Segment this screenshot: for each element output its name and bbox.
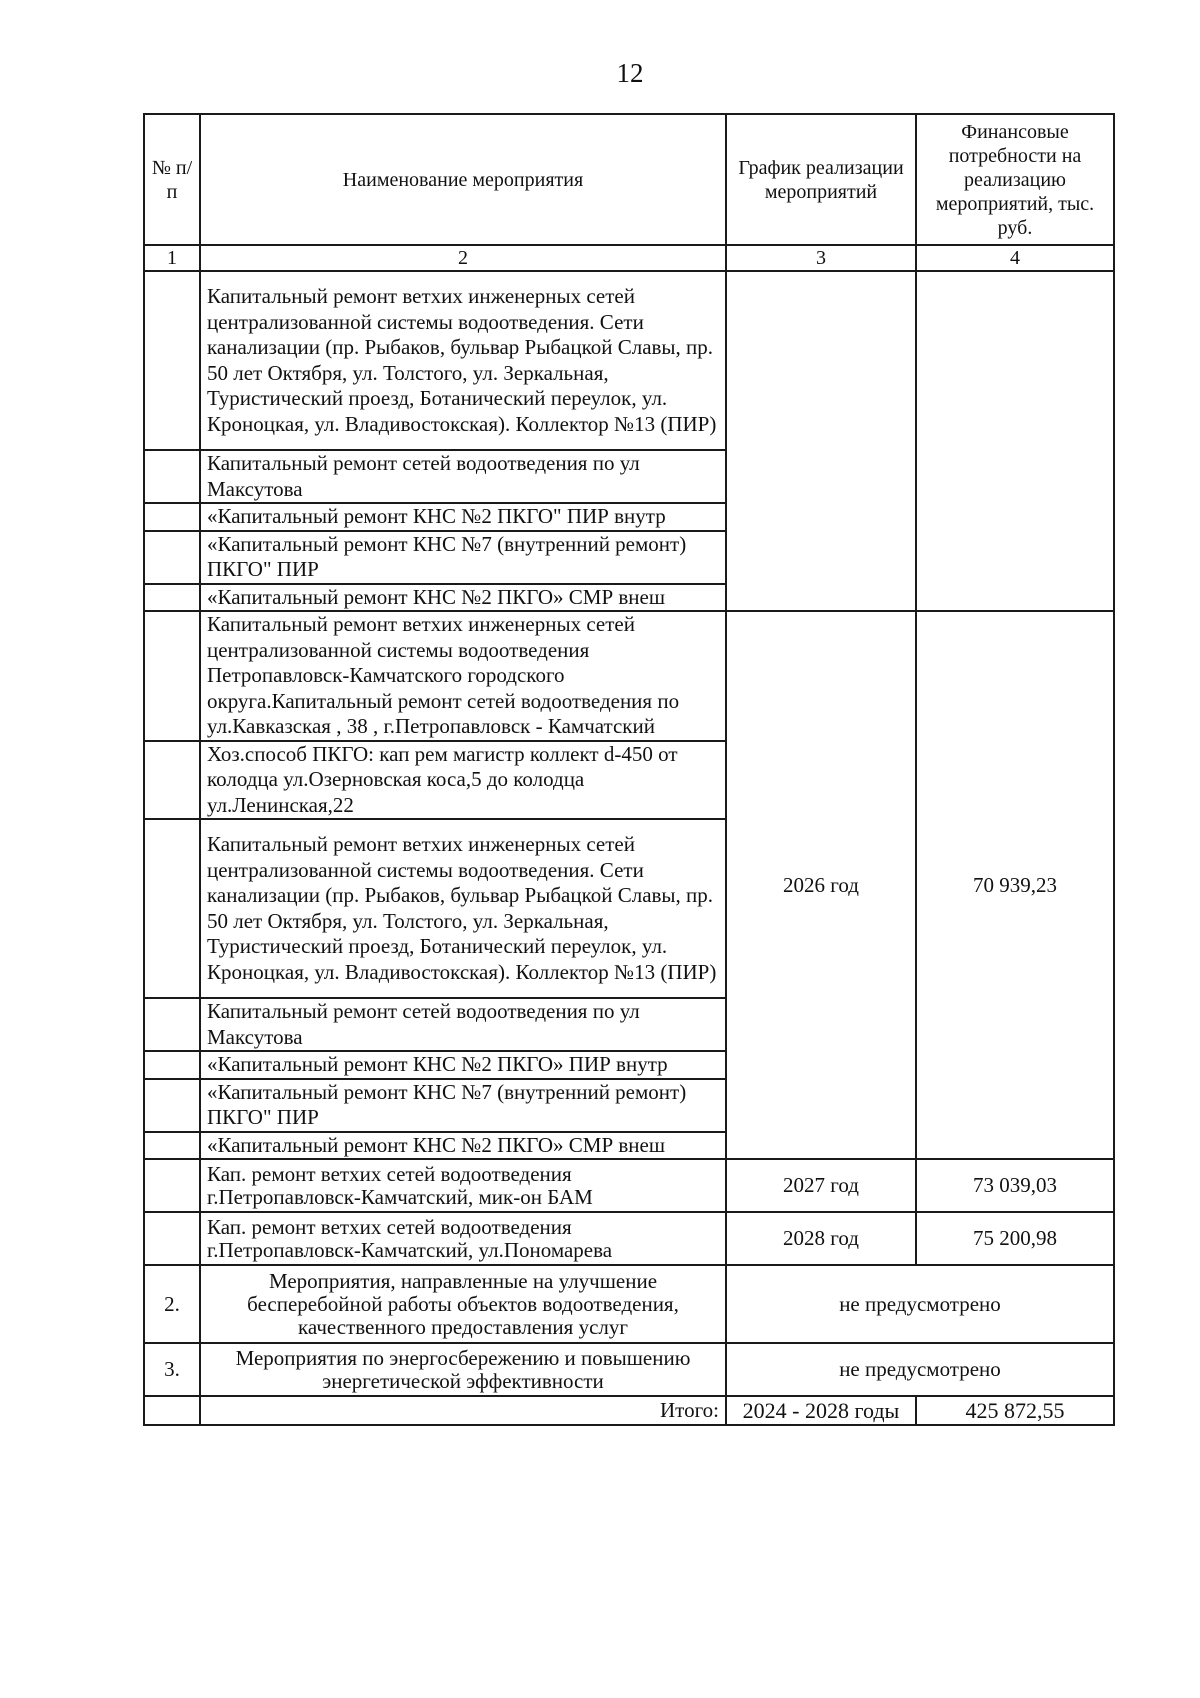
table-row: [144, 1212, 1114, 1265]
index-cell: [144, 741, 200, 820]
total-row: [144, 1396, 1114, 1425]
measure-name: Кап. ремонт ветхих сетей водоотведения г.Петропавловск-Камчатский, ул.Пономарева: [200, 1212, 726, 1265]
index-cell: [144, 450, 200, 503]
section-index: 2.: [144, 1265, 200, 1343]
schedule-cell: 2028 год: [726, 1212, 916, 1265]
header-name: Наименование мероприятия: [200, 114, 726, 245]
table-row: [144, 271, 1114, 450]
measures-table: [143, 113, 1115, 1426]
table-row: [144, 611, 1114, 741]
column-number: 2: [200, 245, 726, 271]
schedule-cell: 2026 год: [726, 611, 916, 1159]
measure-name: Капитальный ремонт ветхих инженерных сетей централизованной системы водоотведения. Сети канализации (пр. Рыбаков, бульвар Рыбацкой Славы, пр. 50 лет Октября, ул. Толстого, ул. Зеркальная, Туристический проезд, Ботанический переулок, ул. Кроноцкая, ул. Владивостокская). Коллектор №13 (ПИР): [200, 819, 726, 998]
measure-name: Кап. ремонт ветхих сетей водоотведения г.Петропавловск-Камчатский, мик-он БАМ: [200, 1159, 726, 1212]
index-cell: [144, 531, 200, 584]
measure-name: «Капитальный ремонт КНС №7 (внутренний ремонт) ПКГО" ПИР: [200, 531, 726, 584]
total-period: 2024 - 2028 годы: [726, 1396, 916, 1425]
schedule-cell: 2027 год: [726, 1159, 916, 1212]
table-row: [144, 1159, 1114, 1212]
section-name: Мероприятия по энергосбережению и повышению энергетической эффективности: [200, 1343, 726, 1396]
measure-name: «Капитальный ремонт КНС №2 ПКГО» СМР внеш: [200, 1132, 726, 1160]
total-label: Итого:: [200, 1396, 726, 1425]
measure-name: «Капитальный ремонт КНС №2 ПКГО» СМР внеш: [200, 584, 726, 612]
column-number: 3: [726, 245, 916, 271]
header-number: № п/п: [144, 114, 200, 245]
index-cell: [144, 1396, 200, 1425]
page-number: 12: [616, 58, 644, 88]
index-cell: [144, 1132, 200, 1160]
index-cell: [144, 819, 200, 998]
measure-name: Капитальный ремонт сетей водоотведения по ул Максутова: [200, 998, 726, 1051]
measure-name: «Капитальный ремонт КНС №2 ПКГО" ПИР внутр: [200, 503, 726, 531]
index-cell: [144, 1079, 200, 1132]
header-schedule: График реализации мероприятий: [726, 114, 916, 245]
measure-name: «Капитальный ремонт КНС №7 (внутренний ремонт) ПКГО" ПИР: [200, 1079, 726, 1132]
amount-cell: [916, 271, 1114, 611]
section-value: не предусмотрено: [726, 1265, 1114, 1343]
section-name: Мероприятия, направленные на улучшение бесперебойной работы объектов водоотведения, качественного предоставления услуг: [200, 1265, 726, 1343]
index-cell: [144, 1051, 200, 1079]
column-numbers-row: [144, 245, 1114, 271]
section-row: [144, 1343, 1114, 1396]
measure-name: «Капитальный ремонт КНС №2 ПКГО» ПИР внутр: [200, 1051, 726, 1079]
section-value: не предусмотрено: [726, 1343, 1114, 1396]
section-index: 3.: [144, 1343, 200, 1396]
measure-name: Капитальный ремонт сетей водоотведения по ул Максутова: [200, 450, 726, 503]
index-cell: [144, 1159, 200, 1212]
amount-cell: 73 039,03: [916, 1159, 1114, 1212]
header-finance: Финансовые потребности на реализацию мероприятий, тыс. руб.: [916, 114, 1114, 245]
index-cell: [144, 998, 200, 1051]
measure-name: Капитальный ремонт ветхих инженерных сетей централизованной системы водоотведения. Сети канализации (пр. Рыбаков, бульвар Рыбацкой Славы, пр. 50 лет Октября, ул. Толстого, ул. Зеркальная, Туристический проезд, Ботанический переулок, ул. Кроноцкая, ул. Владивостокская). Коллектор №13 (ПИР): [200, 271, 726, 450]
index-cell: [144, 584, 200, 612]
index-cell: [144, 611, 200, 741]
column-number: 1: [144, 245, 200, 271]
total-amount: 425 872,55: [916, 1396, 1114, 1425]
index-cell: [144, 503, 200, 531]
column-number: 4: [916, 245, 1114, 271]
measure-name: Капитальный ремонт ветхих инженерных сетей централизованной системы водоотведения Петропавловск-Камчатского городского округа.Капитальный ремонт сетей водоотведения по ул.Кавказская , 38 , г.Петропавловск - Камчатский: [200, 611, 726, 741]
schedule-cell: [726, 271, 916, 611]
index-cell: [144, 1212, 200, 1265]
table-header-row: [144, 114, 1114, 245]
amount-cell: 75 200,98: [916, 1212, 1114, 1265]
measure-name: Хоз.способ ПКГО: кап рем магистр коллект d-450 от колодца ул.Озерновская коса,5 до колодца ул.Ленинская,22: [200, 741, 726, 820]
amount-cell: 70 939,23: [916, 611, 1114, 1159]
section-row: [144, 1265, 1114, 1343]
index-cell: [144, 271, 200, 450]
